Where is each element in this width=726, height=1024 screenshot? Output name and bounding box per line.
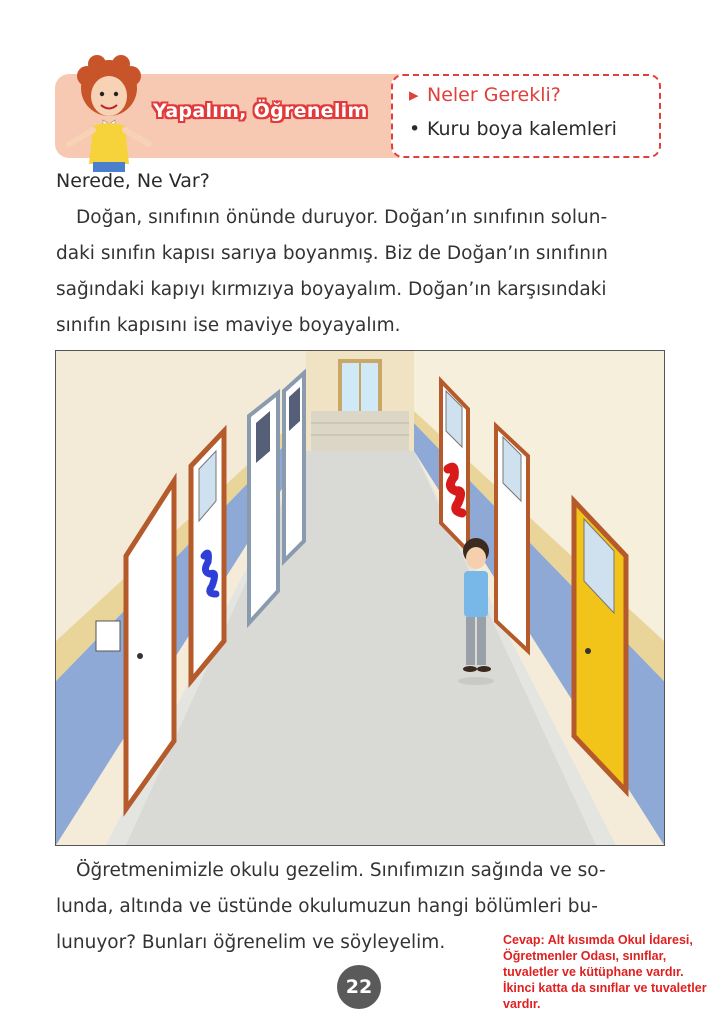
activity-banner [55,74,661,158]
section-heading: Nerede, Ne Var? [56,170,210,192]
paragraph-line: sağındaki kapıyı kırmızıya boyayalım. Doğan’ın karşısındaki [56,279,607,300]
girl-mascot-icon [59,52,159,178]
page-number: 22 [345,976,373,998]
instruction-paragraph [56,200,666,344]
materials-item [409,118,617,140]
answer-line: İkinci katta da sınıflar ve tuvaletler [503,981,707,995]
paragraph-line: sınıfın kapısını ise maviye boyayalım. [56,315,401,336]
paragraph-line: daki sınıfın kapısı sarıya boyanmış. Biz de Doğan’ın sınıfının [56,243,608,264]
dot-bullet-icon: • [409,118,421,140]
answer-note [503,932,725,1012]
materials-box [391,74,661,158]
page-number-badge [337,965,381,1009]
materials-item-text: Kuru boya kalemleri [427,118,617,140]
paragraph-line: Öğretmenimizle okulu gezelim. Sınıfımızın sağında ve so- [76,860,606,881]
school-corridor-illustration [55,350,665,846]
answer-line: tuvaletler ve kütüphane vardır. [503,965,684,979]
triangle-bullet-icon: ▸ [409,84,419,106]
banner-title: Yapalım, Öğrenelim [153,100,368,122]
materials-title-text: Neler Gerekli? [427,84,561,106]
corridor-scene [56,351,664,845]
paragraph-line: Doğan, sınıfının önünde duruyor. Doğan’ın sınıfının solun- [76,207,608,228]
answer-line: Öğretmenler Odası, sınıflar, [503,949,667,963]
answer-line: vardır. [503,997,541,1011]
paragraph-line: lunda, altında ve üstünde okulumuzun hangi bölümleri bu- [56,896,598,917]
materials-title [409,84,561,106]
answer-line: Cevap: Alt kısımda Okul İdaresi, [503,933,693,947]
paragraph-line: lunuyor? Bunları öğrenelim ve söyleyelim. [56,932,446,953]
